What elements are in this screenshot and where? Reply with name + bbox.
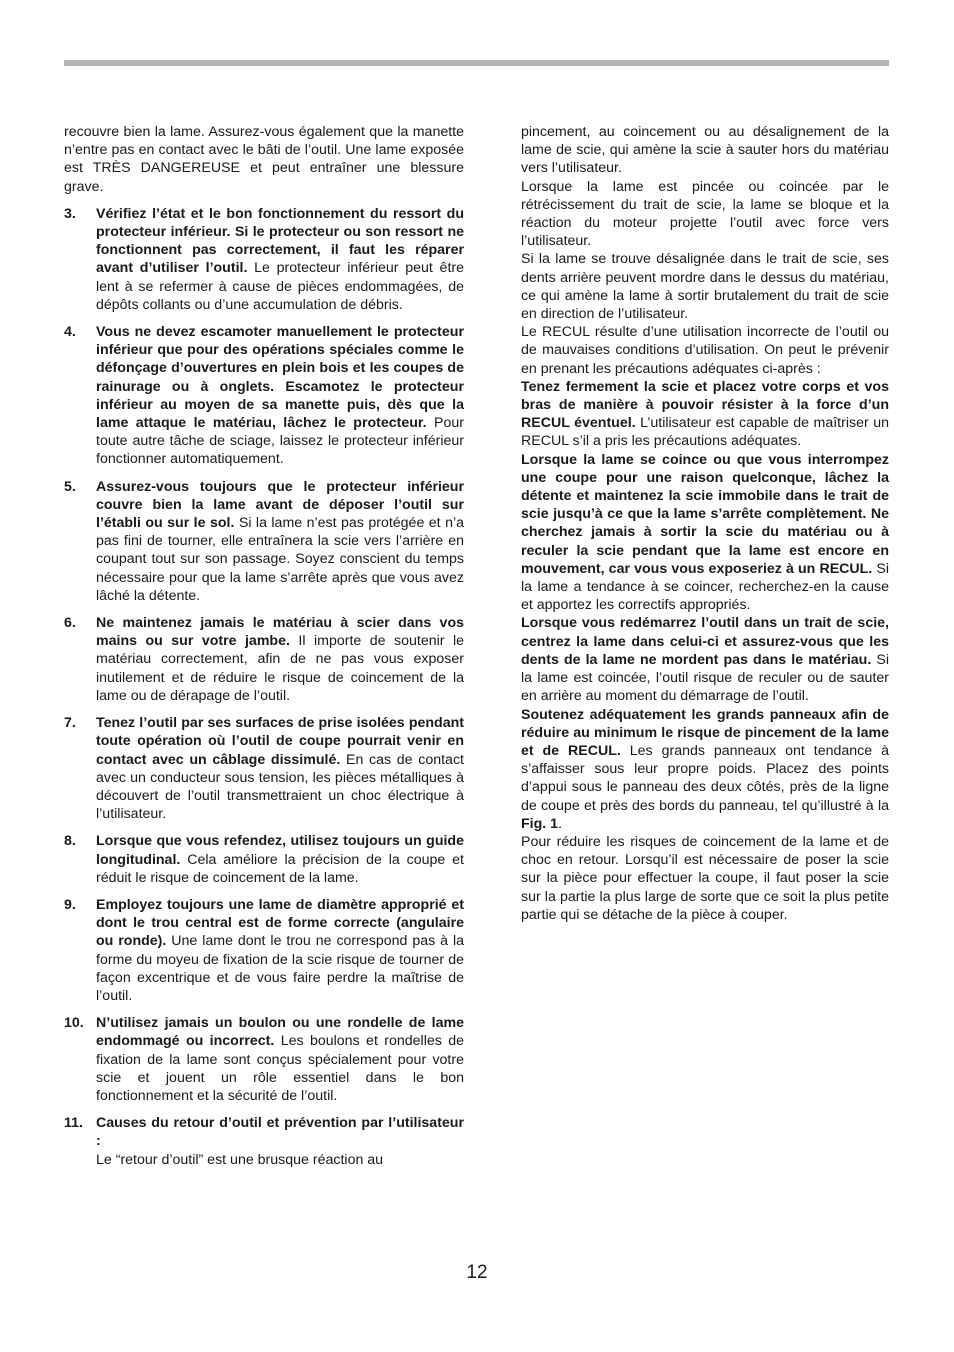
paragraph [521, 614, 889, 705]
item-heading: Lorsque que vous refendez, utilisez toujours un guide longitudinal. [96, 833, 464, 868]
header-rule [64, 60, 889, 66]
paragraph-panels [521, 706, 889, 833]
paragraph-text: Si la lame se trouve désalignée dans le trait de scie, ses dents arrière peuvent mordre dans le dessus du matériau, ce qui amène la lame à sortir brutalement du trait de scie en direction de l’utilisateur. [521, 251, 889, 323]
item-body: Cela améliore la précision de la coupe et réduit le risque de coincement de la lame. [96, 851, 464, 886]
item-number: 10. [64, 1015, 84, 1032]
paragraph-text: pincement, au coincement ou au désalignement de la lame de scie, qui amène la scie à sauter hors du matériau vers l’utilisateur. [521, 124, 889, 177]
item-number: 5. [64, 478, 76, 495]
paragraph [521, 833, 889, 924]
paragraph [521, 250, 889, 323]
paragraph-heading: Lorsque vous redémarrez l’outil dans un trait de scie, centrez la lame dans celui-ci et assurez-vous que les dents de la lame ne mordent pas dans le matériau. [521, 615, 889, 668]
list-item-8 [64, 832, 464, 887]
item-body: Pour toute autre tâche de sciage, laissez le protecteur inférieur fonctionner automatiquement. [96, 415, 464, 468]
paragraph [521, 451, 889, 615]
item-number: 8. [64, 833, 76, 850]
item-heading: N’utilisez jamais un boulon ou une rondelle de lame endommagé ou incorrect. [96, 1015, 464, 1050]
list-item-4 [64, 323, 464, 469]
item-body: En cas de contact avec un conducteur sous tension, les pièces métalliques à découvert de l’outil transmettraient un choc électrique à l’utilisateur. [96, 751, 464, 823]
list-item-5 [64, 478, 464, 605]
item-body: Il importe de soutenir le matériau correctement, afin de ne pas vous exposer inutilement et de réduire le risque de coincement de la lame ou de dérapage de l’outil. [96, 633, 464, 704]
paragraph-text: L’utilisateur est capable de maîtriser un RECUL s’il a pris les précautions adéquates. [521, 415, 889, 450]
list-item-9 [64, 896, 464, 1005]
list-item-11 [64, 1114, 464, 1169]
item-number: 6. [64, 615, 76, 632]
item-body: Le “retour d’outil” est une brusque réaction au [96, 1151, 384, 1168]
item-heading: Vous ne devez escamoter manuellement le protecteur inférieur que pour des opérations spéciales comme le défonçage d’ouvertures en plein bois et les coupes de rainurage ou à onglets. Escamotez le protecteur inférieur au moyen de sa manette puis, dès que la lame attaque le matériau, lâchez le protecteur. [96, 324, 464, 432]
list-item-6 [64, 614, 464, 705]
list-item-3 [64, 205, 464, 314]
right-column [521, 123, 889, 924]
left-column [64, 123, 464, 1169]
paragraph-text: Les grands panneaux ont tendance à s’affaisser sous leur propre poids. Placez des points d’appui sous le panneau des deux côtés, près de la ligne de coupe et près des bords du panneau, tel qu’illustré à la [521, 742, 889, 814]
item-heading: Assurez-vous toujours que le protecteur inférieur couvre bien la lame avant de déposer l’outil sur l’établi ou sur le sol. [96, 478, 464, 532]
item-body: Le protecteur inférieur peut être lent à se refermer à cause de pièces endommagées, de dépôts collants ou d’une accumulation de débris. [96, 260, 464, 313]
item-number: 4. [64, 324, 76, 341]
item-heading: Ne maintenez jamais le matériau à scier dans vos mains ou sur votre jambe. [96, 615, 464, 650]
paragraph-end: . [558, 815, 563, 832]
list-item-10 [64, 1014, 464, 1105]
paragraph [521, 323, 889, 378]
item-heading: Causes du retour d’outil et prévention par l’utilisateur : [96, 1115, 464, 1150]
item-heading: Vérifiez l’état et le bon fonctionnement du ressort du protecteur inférieur. Si le protecteur ou son ressort ne fonctionnent pas correctement, il faut les réparer avant d’utiliser l’outil. [96, 205, 464, 277]
paragraph-text: Lorsque la lame est pincée ou coincée par le rétrécissement du trait de scie, la lame se bloque et la réaction du moteur projette l’outil avec force vers l’utilisateur. [521, 178, 889, 250]
item-number: 11. [64, 1115, 83, 1132]
paragraph [521, 178, 889, 251]
item-number: 9. [64, 896, 76, 913]
list-item-7 [64, 714, 464, 823]
paragraph [521, 123, 889, 178]
paragraph [521, 378, 889, 451]
item-body: Les boulons et rondelles de fixation de la lame sont conçus spécialement pour votre scie et jouent un rôle essentiel dans le bon fonctionnement et la sécurité de l’outil. [96, 1033, 465, 1104]
item-body: Si la lame n’est pas protégée et n’a pas fini de tourner, elle entraînera la scie vers l’arrière en coupant tout sur son passage. Soyez conscient du temps nécessaire pour que la lame s’arrête après que vous avez lâché la détente. [96, 515, 464, 604]
item-heading: Tenez l’outil par ses surfaces de prise isolées pendant toute opération où l’outil de coupe pourrait venir en contact avec un câblage dissimulé. [96, 715, 464, 768]
item-number: 3. [64, 205, 76, 222]
page-number: 12 [466, 1262, 488, 1283]
paragraph-text: Si la lame a tendance à se coincer, recherchez-en la cause et apportez les correctifs appropriés. [521, 560, 889, 614]
continuation-text: recouvre bien la lame. Assurez-vous également que la manette n’entre pas en contact avec le bâti de l’outil. Une lame exposée est TRÈS DANGEREUSE et peut entraîner une blessure grave. [64, 124, 464, 195]
paragraph-heading: Lorsque la lame se coince ou que vous interrompez une coupe pour une raison quelconque, lâchez la détente et maintenez la scie immobile dans le trait de scie jusqu’à ce que la lame s’arrête complètement. Ne cherchez jamais à sortir la scie du matériau ou à reculer la scie pendant que la lame est encore en mouvement, car vous vous exposeriez à un RECUL. [521, 451, 889, 577]
item-heading: Employez toujours une lame de diamètre approprié et dont le trou central est de forme correcte (angulaire ou ronde). [96, 896, 464, 950]
paragraph-heading: Tenez fermement la scie et placez votre corps et vos bras de manière à pouvoir résister à la force d’un RECUL éventuel. [521, 378, 889, 432]
item-number: 7. [64, 715, 76, 732]
paragraph-text: Le RECUL résulte d’une utilisation incorrecte de l’outil ou de mauvaises conditions d’utilisation. On peut le prévenir en prenant les précautions adéquates ci-après : [521, 324, 889, 377]
paragraph-heading: Soutenez adéquatement les grands panneaux afin de réduire au minimum le risque de pincement de la lame et de RECUL. [521, 706, 889, 759]
item-body: Une lame dont le trou ne correspond pas à la forme du moyeu de fixation de la scie risque de tourner de façon excentrique et de vous faire perdre la maîtrise de l’outil. [96, 933, 464, 1004]
figure-reference: Fig. 1 [521, 815, 559, 832]
paragraph-text: Pour réduire les risques de coincement de la lame et de choc en retour. Lorsqu’il est nécessaire de poser la scie sur la pièce pour effectuer la coupe, il faut poser la scie sur la partie la plus large de sorte que ce soit la plus petite partie qui se détache de la pièce à couper. [521, 833, 889, 923]
paragraph-text: Si la lame est coincée, l’outil risque de reculer ou de sauter en arrière au moment du démarrage de l’outil. [521, 651, 889, 705]
